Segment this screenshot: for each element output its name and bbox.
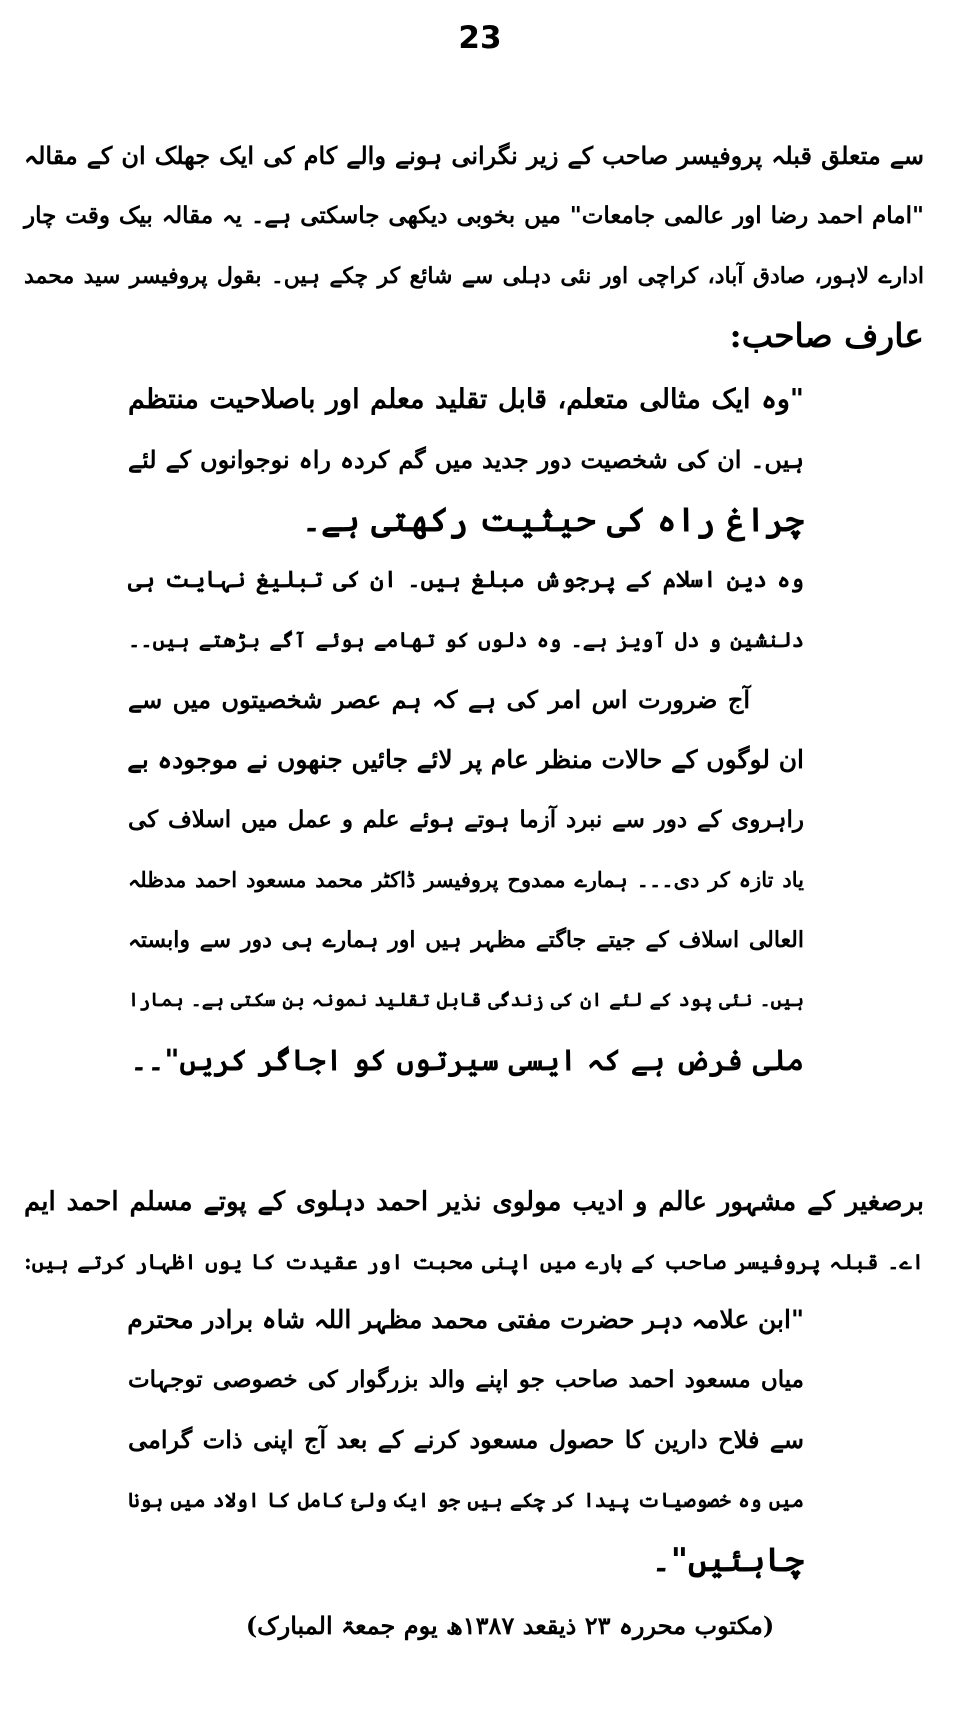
quote-line: ہیں۔ ان کی شخصیت دور جدید میں گم کردہ راہ نوجوانوں کے لئے	[128, 445, 804, 474]
quote-line: دلنشین و دل آویز ہے۔ وہ دلوں کو تھامے ہوئے آگے بڑھتے ہیں۔۔	[128, 627, 804, 652]
block-quote-arif	[128, 370, 804, 1090]
quote-line: العالی اسلاف کے جیتے جاگتے مظہر ہیں اور ہمارے ہی دور سے وابستہ	[128, 927, 804, 953]
quote-line: ان لوگوں کے حالات منظر عام پر لائے جائیں جنھوں نے موجودہ بے	[127, 745, 804, 774]
block-quote-muslim-ahmad	[128, 1290, 804, 1590]
quote-line: آج ضرورت اس امر کی ہے کہ ہم عصر شخصیتوں میں سے	[128, 685, 750, 714]
quote-line: میاں مسعود احمد صاحب جو اپنے والد بزرگوار کی خصوصی توجہات	[128, 1366, 804, 1393]
text-line: ادارے لاہور، صادق آباد، کراچی اور نئی دہلی سے شائع کر چکے ہیں۔ بقول پروفیسر سید محمد	[24, 263, 924, 289]
quote-line: چاہئیں"۔	[651, 1540, 804, 1579]
quote-line: یاد تازہ کر دی۔۔۔ ہمارے ممدوح پروفیسر ڈاکٹر محمد مسعود احمد مدظلہ	[128, 867, 804, 892]
quote-line: راہروی کے دور سے نبرد آزما ہوتے ہوئے علم و عمل میں اسلاف کی	[128, 806, 804, 833]
quote-line: سے فلاح دارین کا حصول مسعود کرنے کے بعد آج اپنی ذات گرامی	[128, 1425, 804, 1454]
text-line: عارف صاحب:	[729, 316, 924, 355]
paragraph-intro	[24, 126, 924, 366]
page-number: 23	[458, 20, 502, 56]
quote-line: میں وہ خصوصیات پیدا کر چکے ہیں جو ایک ولئ کامل کا اولاد میں ہونا	[128, 1488, 804, 1512]
quote-line: وہ دین اسلام کے پرجوش مبلغ ہیں۔ ان کی تبلیغ نہایت ہی	[128, 566, 804, 593]
text-line: سے متعلق قبلہ پروفیسر صاحب کے زیر نگرانی ہونے والے کام کی ایک جھلک ان کے مقالہ	[24, 141, 924, 170]
text-line: "امام احمد رضا اور عالمی جامعات" میں بخوبی دیکھی جاسکتی ہے۔ یہ مقالہ بیک وقت چار	[24, 202, 924, 229]
quote-line: ملی فرض ہے کہ ایسی سیرتوں کو اجاگر کریں"۔۔	[130, 1043, 804, 1077]
letter-citation: (مکتوب محررہ ۲۳ ذیقعد ۱۳۸۷ھ یوم جمعۃ المبارک)	[245, 1611, 775, 1640]
quote-line: ہیں۔ نئی پود کے لئے ان کی زندگی قابل تقلید نمونہ بن سکتی ہے۔ ہمارا	[128, 989, 804, 1011]
quote-line: "ابن علامہ دہر حضرت مفتی محمد مظہر اللہ شاہ برادر محترم	[127, 1305, 804, 1334]
text-line: اے۔ قبلہ پروفیسر صاحب کے بارے میں اپنی محبت اور عقیدت کا یوں اظہار کرتے ہیں:	[24, 1249, 924, 1274]
quote-line: چراغ راہ کی حیثیت رکھتی ہے۔	[301, 500, 804, 539]
paragraph-muslim-ahmad	[24, 1172, 924, 1292]
text-line: برصغیر کے مشہور عالم و ادیب مولوی نذیر احمد دہلوی کے پوتے مسلم احمد ایم	[24, 1187, 924, 1217]
quote-line: "وہ ایک مثالی متعلم، قابل تقلید معلم اور باصلاحیت منتظم	[128, 384, 804, 415]
